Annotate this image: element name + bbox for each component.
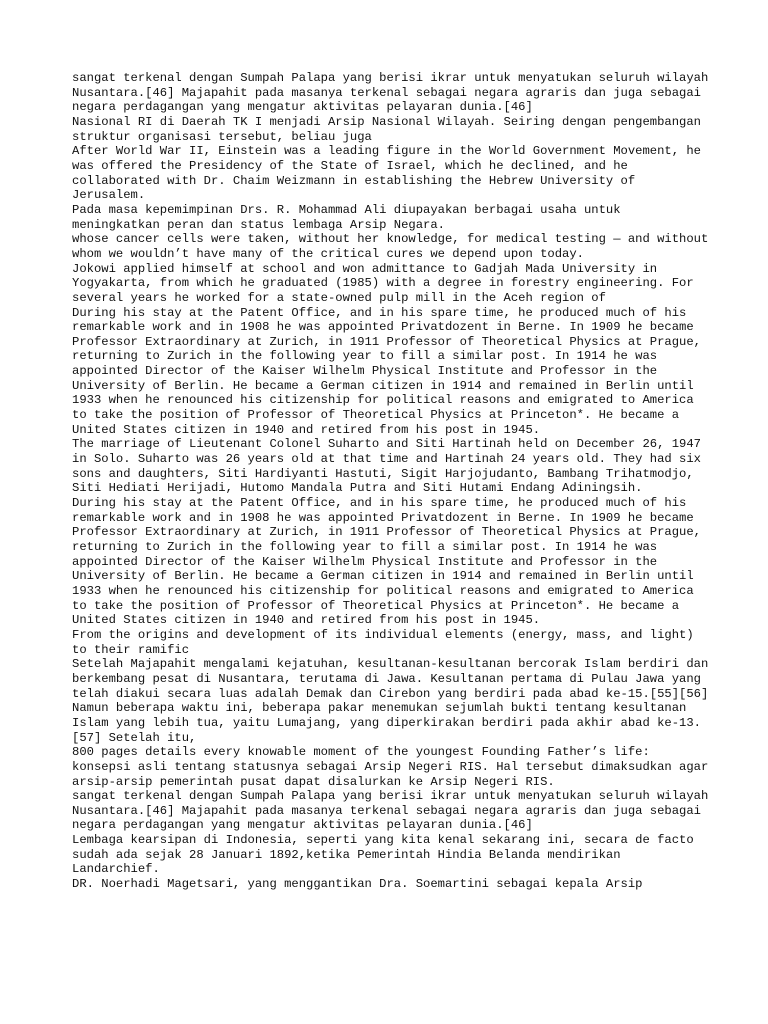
paragraph: whose cancer cells were taken, without her knowledge, for medical testing — and without whom we wouldn’t have many of the critical cures we depend upon today.	[72, 232, 716, 261]
paragraph: konsepsi asli tentang statusnya sebagai Arsip Negeri RIS. Hal tersebut dimaksudkan agar arsip-arsip pemerintah pusat dapat disalurkan ke Arsip Negeri RIS.	[72, 759, 716, 789]
paragraph: DR. Noerhadi Magetsari, yang menggantikan Dra. Soemartini sebagai kepala Arsip	[72, 877, 643, 892]
paragraph: Pada masa kepemimpinan Drs. R. Mohammad Ali diupayakan berbagai usaha untuk meningkatkan peran dan status lembaga Arsip Negara.	[72, 202, 628, 232]
paragraph: From the origins and development of its individual elements (energy, mass, and light) to their ramific	[72, 627, 701, 657]
paragraph: 800 pages details every knowable moment of the youngest Founding Father’s life:	[72, 745, 650, 760]
paragraph: Setelah Majapahit mengalami kejatuhan, kesultanan-kesultanan bercorak Islam berdiri dan berkembang pesat di Nusantara, terutama di Jawa. Kesultanan pertama di Pulau Jawa yang telah diakui secara luas adalah Demak dan Cirebon yang berdiri pada abad ke-15.[55][56] Namun beberapa waktu ini, beberapa pakar menemukan sejumlah bukti tentang kesultanan Islam yang lebih tua, yaitu Lumajang, yang diperkirakan berdiri pada akhir abad ke-13.[57] Setelah itu,	[72, 657, 716, 745]
paragraph: During his stay at the Patent Office, and in his spare time, he produced much of his remarkable work and in 1908 he was appointed Privatdozent in Berne. In 1909 he became Professor Extraordinary at Zurich, in 1911 Professor of Theoretical Physics at Prague, returning to Zurich in the following year to fill a similar post. In 1914 he was appointed Director of the Kaiser Wilhelm Physical Institute and Professor in the University of Berlin. He became a German citizen in 1914 and remained in Berlin until 1933 when he renounced his citizenship for political reasons and emigrated to America to take the position of Professor of Theoretical Physics at Princeton*. He became a United States citizen in 1940 and retired from his post in 1945.	[72, 305, 709, 437]
paragraph: Nasional RI di Daerah TK I menjadi Arsip Nasional Wilayah. Seiring dengan pengembangan struktur organisasi tersebut, beliau juga	[72, 114, 709, 144]
paragraph: Jokowi applied himself at school and won admittance to Gadjah Mada University in Yogyakarta, from which he graduated (1985) with a degree in forestry engineering. For several years he worked for a state-owned pulp mill in the Aceh region of	[72, 261, 701, 305]
paragraph: After World War II, Einstein was a leading figure in the World Government Movement, he was offered the Presidency of the State of Israel, which he declined, and he collaborated with Dr. Chaim Weizmann in establishing the Hebrew University of Jerusalem.	[72, 144, 709, 203]
paragraph: The marriage of Lieutenant Colonel Suharto and Siti Hartinah held on December 26, 1947 in Solo. Suharto was 26 years old at that time and Hartinah 24 years old. They had six sons and daughters, Siti Hardiyanti Hastuti, Sigit Harjojudanto, Bambang Trihatmodjo, Siti Hediati Herijadi, Hutomo Mandala Putra and Siti Hutami Endang Adiningsih.	[72, 437, 709, 496]
document-page	[72, 71, 716, 892]
paragraph: During his stay at the Patent Office, and in his spare time, he produced much of his remarkable work and in 1908 he was appointed Privatdozent in Berne. In 1909 he became Professor Extraordinary at Zurich, in 1911 Professor of Theoretical Physics at Prague, returning to Zurich in the following year to fill a similar post. In 1914 he was appointed Director of the Kaiser Wilhelm Physical Institute and Professor in the University of Berlin. He became a German citizen in 1914 and remained in Berlin until 1933 when he renounced his citizenship for political reasons and emigrated to America to take the position of Professor of Theoretical Physics at Princeton*. He became a United States citizen in 1940 and retired from his post in 1945.	[72, 496, 709, 628]
paragraph: Lembaga kearsipan di Indonesia, seperti yang kita kenal sekarang ini, secara de facto sudah ada sejak 28 Januari 1892,ketika Pemerintah Hindia Belanda mendirikan Landarchief.	[72, 833, 701, 877]
paragraph: sangat terkenal dengan Sumpah Palapa yang berisi ikrar untuk menyatukan seluruh wilayah Nusantara.[46] Majapahit pada masanya terkenal sebagai negara agraris dan juga sebagai negara perdagangan yang mengatur aktivitas pelayaran dunia.[46]	[72, 789, 716, 833]
paragraph: sangat terkenal dengan Sumpah Palapa yang berisi ikrar untuk menyatukan seluruh wilayah Nusantara.[46] Majapahit pada masanya terkenal sebagai negara agraris dan juga sebagai negara perdagangan yang mengatur aktivitas pelayaran dunia.[46]	[72, 71, 716, 115]
